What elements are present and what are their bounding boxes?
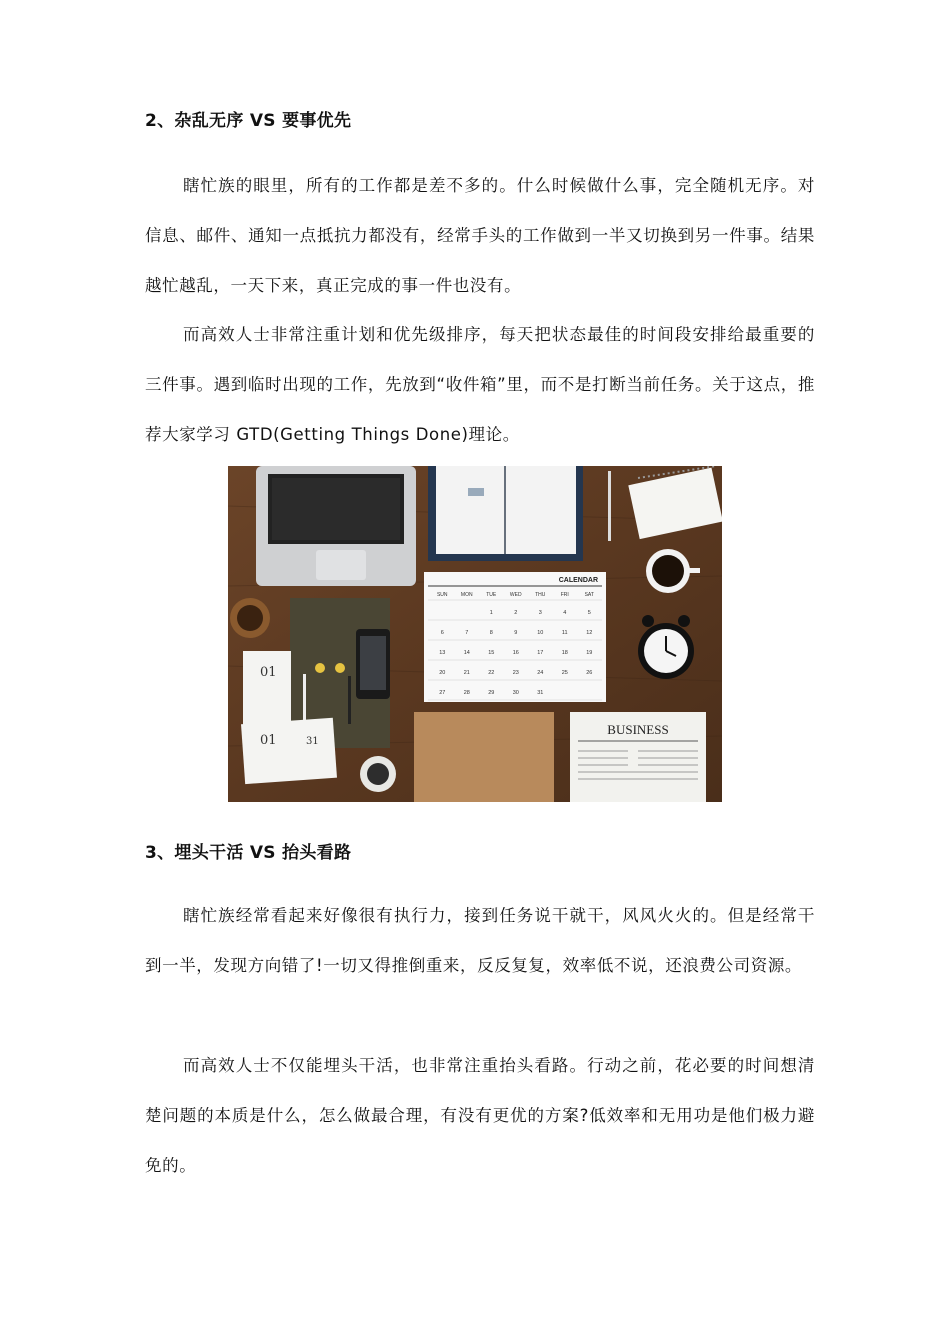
laptop-illustration [256,466,416,586]
calendar-date-label: 7 [465,630,469,636]
calendar-date-label: 14 [463,650,470,656]
calendar-date-label: 18 [561,650,568,656]
newspaper-title: BUSINESS [607,722,669,737]
calendar-weekday-label: SUN [436,592,448,598]
calendar-date-label: 13 [439,650,446,656]
pen-illustration [608,471,611,541]
card-bottom-number: 01 [260,733,277,748]
desk-workspace-photo [228,466,722,802]
calendar-date-label: 23 [512,670,519,676]
calendar-date-label: 28 [463,690,470,696]
kraft-folder-illustration [414,712,554,802]
calendar-weekday-label: TUE [486,592,497,598]
calendar-date-label: 25 [561,670,568,676]
calendar-date-label: 21 [463,670,470,676]
calendar-weekday-label: WED [509,592,522,598]
wall-calendar-illustration [424,572,606,702]
calendar-date-label: 27 [439,690,446,696]
phone-illustration [356,629,390,699]
calendar-date-label: 12 [586,630,593,636]
calendar-date-label: 3 [538,610,542,616]
calendar-weekday-label: SAT [584,592,594,598]
section-2-paragraph-1: 瞎忙族的眼里，所有的工作都是差不多的。什么时候做什么事，完全随机无序。对信息、邮件、通知一点抵抗力都没有，经常手头的工作做到一半又切换到另一件事。结果越忙越乱，一天下来，真正完成的事一件也没有。 [145,176,815,295]
clip-illustration-2 [335,663,345,673]
plant-illustration [360,756,396,792]
calendar-date-label: 17 [537,650,544,656]
calendar-date-label: 5 [587,610,591,616]
card-top-number: 01 [260,665,277,680]
calendar-date-label: 6 [440,630,444,636]
calendar-date-label: 10 [537,630,544,636]
pen-illustration-3 [348,676,351,724]
alarm-clock-illustration [638,615,694,679]
section-3-heading: 3、埋头干活 VS 抬头看路 [145,843,352,863]
calendar-date-label: 11 [561,630,568,636]
calendar-date-label: 9 [514,630,518,636]
section-3-paragraph-2: 而高效人士不仅能埋头干活，也非常注重抬头看路。行动之前，花必要的时间想清楚问题的本质是什么，怎么做最合理，有没有更优的方案?低效率和无用功是他们极力避免的。 [145,1056,815,1175]
calendar-date-label: 15 [488,650,495,656]
calendar-date-label: 8 [489,630,493,636]
calendar-date-label: 1 [489,610,493,616]
clip-illustration [315,663,325,673]
calendar-weekday-label: MON [460,592,473,598]
card-side-number: 31 [306,736,319,747]
calendar-date-label: 19 [586,650,593,656]
calendar-date-label: 30 [512,690,519,696]
calendar-date-label: 16 [512,650,519,656]
section-2-heading: 2、杂乱无序 VS 要事优先 [145,111,352,131]
calendar-weekday-label: THU [535,592,546,598]
planner-illustration [428,466,583,561]
calendar-date-label: 4 [563,610,567,616]
coffee-bowl-illustration [230,598,270,638]
calendar-title: CALENDAR [558,577,598,584]
newspaper-illustration [570,712,706,802]
calendar-date-label: 26 [586,670,593,676]
section-3-paragraph-1: 瞎忙族经常看起来好像很有执行力，接到任务说干就干，风风火火的。但是经常干到一半，发现方向错了!一切又得推倒重来，反反复复，效率低不说，还浪费公司资源。 [145,906,815,975]
calendar-weekday-label: FRI [560,592,569,598]
calendar-date-label: 22 [488,670,495,676]
calendar-date-label: 29 [488,690,495,696]
calendar-date-label: 2 [514,610,518,616]
calendar-date-label: 31 [537,690,544,696]
calendar-date-label: 20 [439,670,446,676]
section-2-paragraph-2: 而高效人士非常注重计划和优先级排序，每天把状态最佳的时间段安排给最重要的三件事。遇到临时出现的工作，先放到“收件箱”里，而不是打断当前任务。关于这点，推荐大家学习 GTD(Getting Things Done)理论。 [145,325,815,444]
calendar-date-label: 24 [537,670,544,676]
